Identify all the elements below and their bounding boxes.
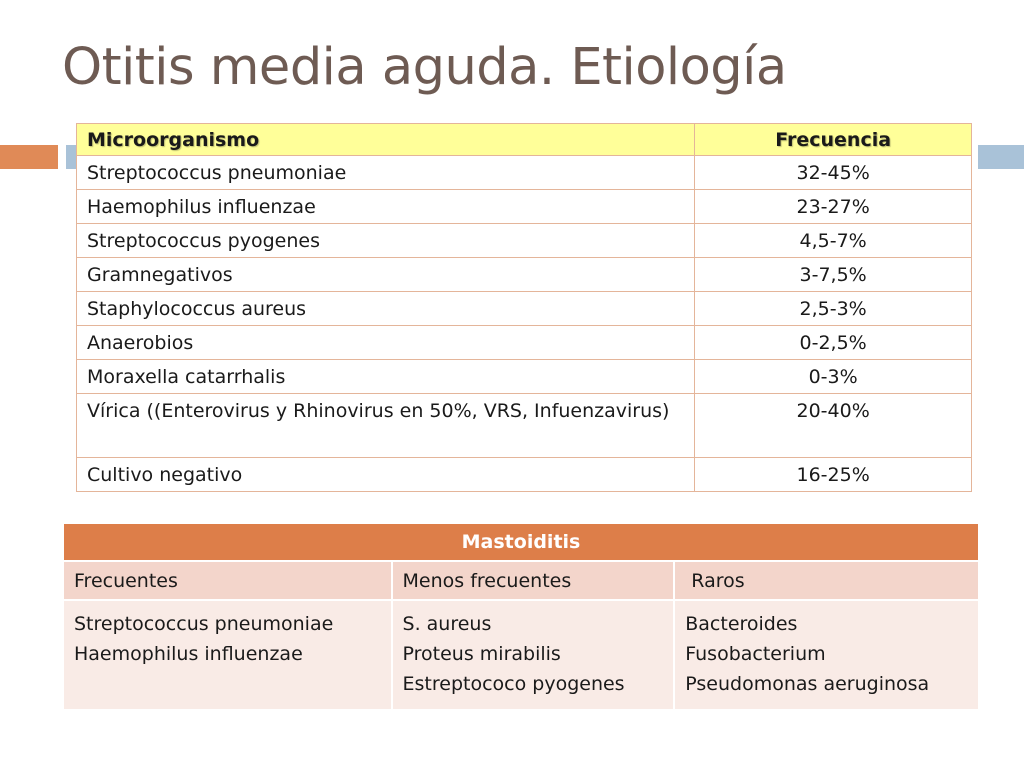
frequency-cell: 20-40% xyxy=(695,394,972,458)
frequency-cell: 0-2,5% xyxy=(695,326,972,360)
list-item: Streptococcus pneumoniae xyxy=(74,613,334,635)
mastoiditis-subheader-row xyxy=(63,561,979,600)
table-row xyxy=(77,458,972,492)
frequency-cell: 23-27% xyxy=(695,190,972,224)
table-row xyxy=(77,258,972,292)
frequency-cell: 2,5-3% xyxy=(695,292,972,326)
list-item: Bacteroides xyxy=(685,613,798,635)
etiology-table xyxy=(76,123,972,492)
decorative-bar-left xyxy=(0,145,58,169)
decorative-bar-mid xyxy=(66,145,76,169)
header-frequency: Frecuencia xyxy=(695,124,972,156)
organism-cell: Vírica ((Enterovirus y Rhinovirus en 50%, VRS, Infuenzavirus) xyxy=(77,394,695,458)
slide-title: Otitis media aguda. Etiología xyxy=(62,38,787,97)
frequency-cell: 32-45% xyxy=(695,156,972,190)
organism-cell: Haemophilus influenzae xyxy=(77,190,695,224)
organism-cell: Moraxella catarrhalis xyxy=(77,360,695,394)
frequency-cell: 16-25% xyxy=(695,458,972,492)
header-microorganism: Microorganismo xyxy=(77,124,695,156)
etiology-header-row xyxy=(77,124,972,156)
list-item: Proteus mirabilis xyxy=(402,643,561,665)
rare-organisms-cell xyxy=(674,600,979,710)
subheader-less-frequent: Menos frecuentes xyxy=(392,561,675,600)
organism-cell: Cultivo negativo xyxy=(77,458,695,492)
list-item: S. aureus xyxy=(402,613,492,635)
table-row xyxy=(77,156,972,190)
table-row xyxy=(77,292,972,326)
list-item: Pseudomonas aeruginosa xyxy=(685,673,930,695)
organism-cell: Gramnegativos xyxy=(77,258,695,292)
mastoiditis-body-row xyxy=(63,600,979,710)
frequency-cell: 0-3% xyxy=(695,360,972,394)
table-row xyxy=(77,394,972,458)
organism-cell: Anaerobios xyxy=(77,326,695,360)
mastoiditis-title-row xyxy=(63,523,979,561)
frequency-cell: 3-7,5% xyxy=(695,258,972,292)
mastoiditis-table xyxy=(62,522,980,711)
mastoiditis-title: Mastoiditis xyxy=(63,523,979,561)
decorative-bar-right xyxy=(978,145,1024,169)
table-row xyxy=(77,224,972,258)
frequent-organisms-cell xyxy=(63,600,392,710)
table-row xyxy=(77,360,972,394)
frequency-cell: 4,5-7% xyxy=(695,224,972,258)
list-item: Haemophilus influenzae xyxy=(74,643,303,665)
table-row xyxy=(77,190,972,224)
organism-cell: Staphylococcus aureus xyxy=(77,292,695,326)
subheader-frequent: Frecuentes xyxy=(63,561,392,600)
table-row xyxy=(77,326,972,360)
less-frequent-organisms-cell xyxy=(392,600,675,710)
list-item: Fusobacterium xyxy=(685,643,826,665)
organism-cell: Streptococcus pneumoniae xyxy=(77,156,695,190)
organism-cell: Streptococcus pyogenes xyxy=(77,224,695,258)
list-item: Estreptococo pyogenes xyxy=(402,673,625,695)
subheader-rare: Raros xyxy=(674,561,979,600)
